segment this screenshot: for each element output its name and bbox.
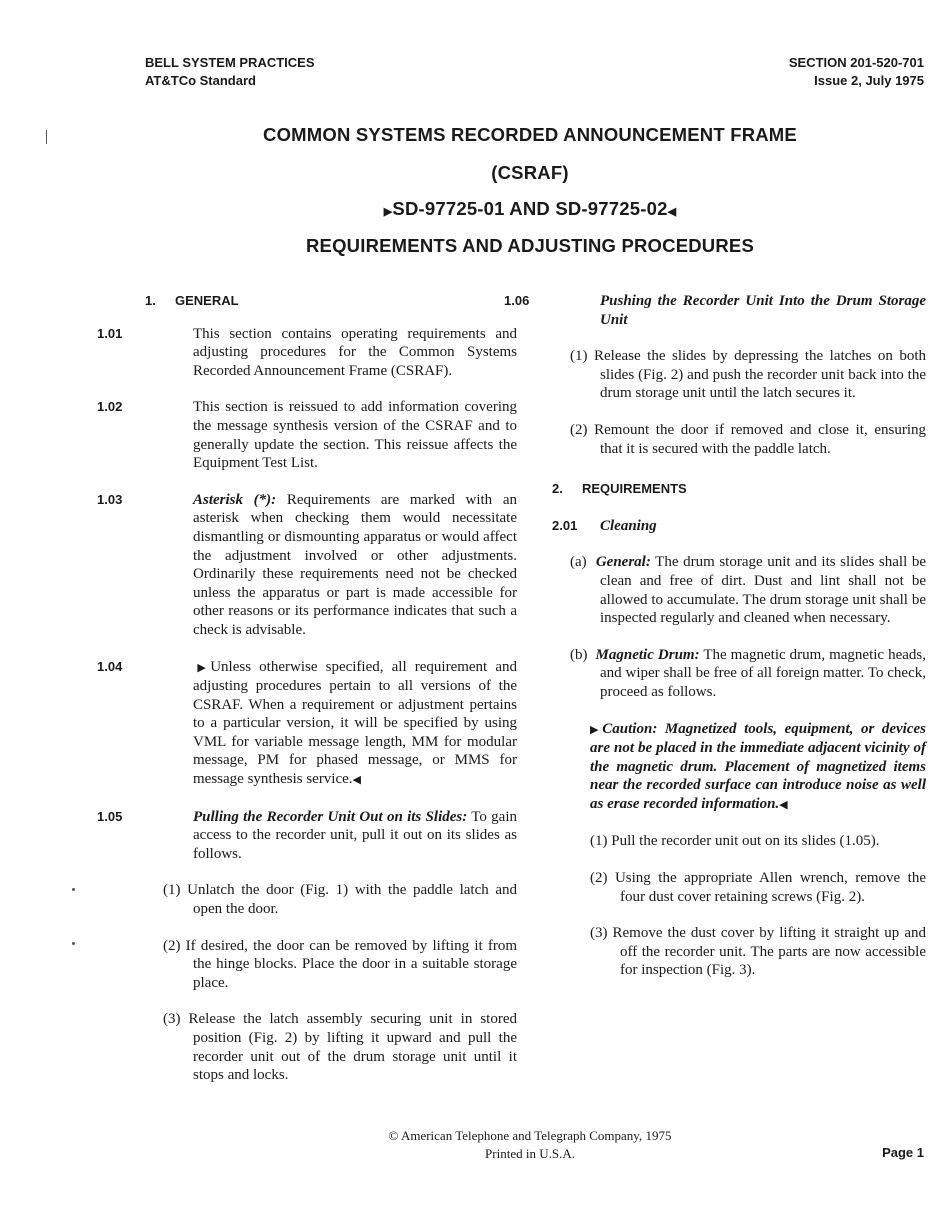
title-line-3-text: SD-97725-01 AND SD-97725-02	[392, 198, 668, 219]
paragraph-text: Requirements are marked with an asterisk when checking them would necessitate dismantling or dismounting apparatus or would affect the adjustment involved or other adjustments. Ordinarily these requirements need not be checked unless the apparatus or part is made accessible for other reasons or its performance indicates that such a check is advisable.	[193, 491, 518, 638]
step-1-05-2: (2) If desired, the door can be removed by lifting it from the hinge blocks. Place the door in a suitable storage place.	[163, 937, 517, 991]
paragraph-1-01	[97, 325, 517, 381]
caution-notice	[590, 720, 926, 815]
header-right	[789, 54, 924, 90]
paragraph-1-06	[504, 292, 926, 329]
paragraph-1-03	[97, 491, 518, 640]
change-arrow-left-icon: ▶	[383, 206, 393, 218]
section-number: 1.	[145, 293, 156, 308]
header-left	[145, 54, 315, 90]
change-arrow-left-icon: ▶	[193, 661, 211, 674]
title-line-3	[0, 198, 950, 220]
item-text: The drum storage unit and its slides shall be clean and free of dirt. Dust and lint shall not be allowed to accumulate. The drum storage unit shall be inspected regularly and cleaned when necessary.	[600, 554, 927, 627]
item-label: (a)	[570, 554, 587, 571]
footer-copyright	[0, 1127, 950, 1163]
step-1-05-3: (3) Release the latch assembly securing unit in stored position (Fig. 2) by lifting it upward and pull the recorder unit out of the drum storage unit until it stops and locks.	[163, 1011, 517, 1084]
title-line-4: REQUIREMENTS AND ADJUSTING PROCEDURES	[305, 235, 754, 256]
left-column	[97, 292, 518, 1085]
paragraph-2-01	[552, 517, 926, 536]
step-1-06-1: (1) Release the slides by depressing the latches on both slides (Fig. 2) and push the recorder unit back into the drum storage unit until the latch secures it.	[570, 348, 926, 402]
paragraph-text: To gain access to the recorder unit, pull it out on its slides as follows.	[193, 808, 517, 862]
item-2-01-b	[570, 646, 926, 702]
change-arrow-right-icon: ◀	[352, 774, 362, 787]
printed-line: Printed in U.S.A.	[485, 1146, 575, 1161]
item-lead: Magnetic Drum:	[595, 646, 700, 663]
item-2-01-a	[570, 553, 926, 627]
paragraph-number: 1.01	[97, 325, 123, 341]
paragraph-lead: Pushing the Recorder Unit Into the Drum Storage Unit	[600, 293, 926, 328]
step-1-05-1: (1) Unlatch the door (Fig. 1) with the paddle latch and open the door.	[163, 882, 517, 918]
section-number: 2.	[552, 481, 563, 497]
scan-speck	[72, 942, 75, 945]
scan-speck	[46, 130, 47, 144]
section-title: REQUIREMENTS	[582, 481, 687, 497]
section-title: GENERAL	[175, 293, 239, 308]
caution-text: Caution: Magnetized tools, equipment, or devices are not be placed in the immediate adjacent vicinity of the magnetic drum. Placement of magnetized items near the recorded surface can introduce noise as well as erase recorded information.	[590, 720, 926, 812]
paragraph-text: This section is reissued to add information covering the message synthesis version of the CSRAF and to generally update the section. This reissue affects the Equipment Test List.	[193, 399, 517, 472]
change-arrow-left-icon: ▶	[590, 723, 603, 736]
header-issue: Issue 2, July 1975	[814, 73, 924, 88]
page-number: Page 1	[882, 1145, 924, 1160]
paragraph-lead: Asterisk (*):	[193, 491, 277, 508]
step-2-01-b-3: (3) Remove the dust cover by lifting it straight up and off the recorder unit. The parts are now accessible for inspection (Fig. 3).	[590, 925, 926, 979]
paragraph-text: This section contains operating requirements and adjusting procedures for the Common Systems Recorded Announcement Frame (CSRAF).	[193, 325, 517, 379]
step-2-01-b-1: (1) Pull the recorder unit out on its slides (1.05).	[590, 833, 880, 850]
change-arrow-right-icon: ◀	[667, 206, 677, 218]
right-column	[504, 292, 927, 980]
step-2-01-b-2: (2) Using the appropriate Allen wrench, remove the four dust cover retaining screws (Fig. 2).	[590, 870, 926, 905]
section-1-heading	[145, 292, 517, 311]
copyright-line: © American Telephone and Telegraph Company, 1975	[388, 1128, 672, 1143]
paragraph-lead: Pulling the Recorder Unit Out on its Slides:	[193, 808, 468, 825]
paragraph-1-05	[97, 808, 517, 864]
item-label: (b)	[570, 646, 588, 663]
item-text: The magnetic drum, magnetic heads, and wiper shall be free of all foreign matter. To check, proceed as follows.	[600, 646, 926, 700]
scan-speck	[72, 888, 75, 891]
paragraph-number: 1.02	[97, 399, 123, 415]
change-arrow-right-icon: ◀	[779, 798, 788, 811]
header-section-number: SECTION 201-520-701	[788, 55, 924, 70]
paragraph-number: 1.03	[97, 491, 123, 507]
section-2-heading	[552, 480, 926, 499]
item-lead: General:	[595, 554, 651, 571]
header-practices: BELL SYSTEM PRACTICES	[145, 55, 315, 70]
paragraph-lead: Cleaning	[600, 517, 657, 534]
paragraph-number: 1.05	[97, 808, 123, 824]
title-line-1: COMMON SYSTEMS RECORDED ANNOUNCEMENT FRAME	[263, 124, 797, 145]
paragraph-number: 2.01	[552, 517, 578, 533]
step-1-06-2: (2) Remount the door if removed and close it, ensuring that it is secured with the paddle latch.	[570, 421, 926, 457]
paragraph-number: 1.04	[97, 658, 123, 674]
paragraph-1-04	[97, 658, 517, 790]
paragraph-number: 1.06	[504, 293, 530, 308]
title-line-2: (CSRAF)	[491, 162, 569, 183]
paragraph-1-02	[97, 398, 517, 472]
paragraph-text: Unless otherwise specified, all requirement and adjusting procedures pertain to all versions of the CSRAF. When a requirement or adjustment pertains to a particular version, it will be specified by using VML for variable message length, MM for modular message, PM for phased message, or MMS for message synthesis service.	[193, 658, 517, 788]
header-standard: AT&TCo Standard	[145, 73, 256, 88]
